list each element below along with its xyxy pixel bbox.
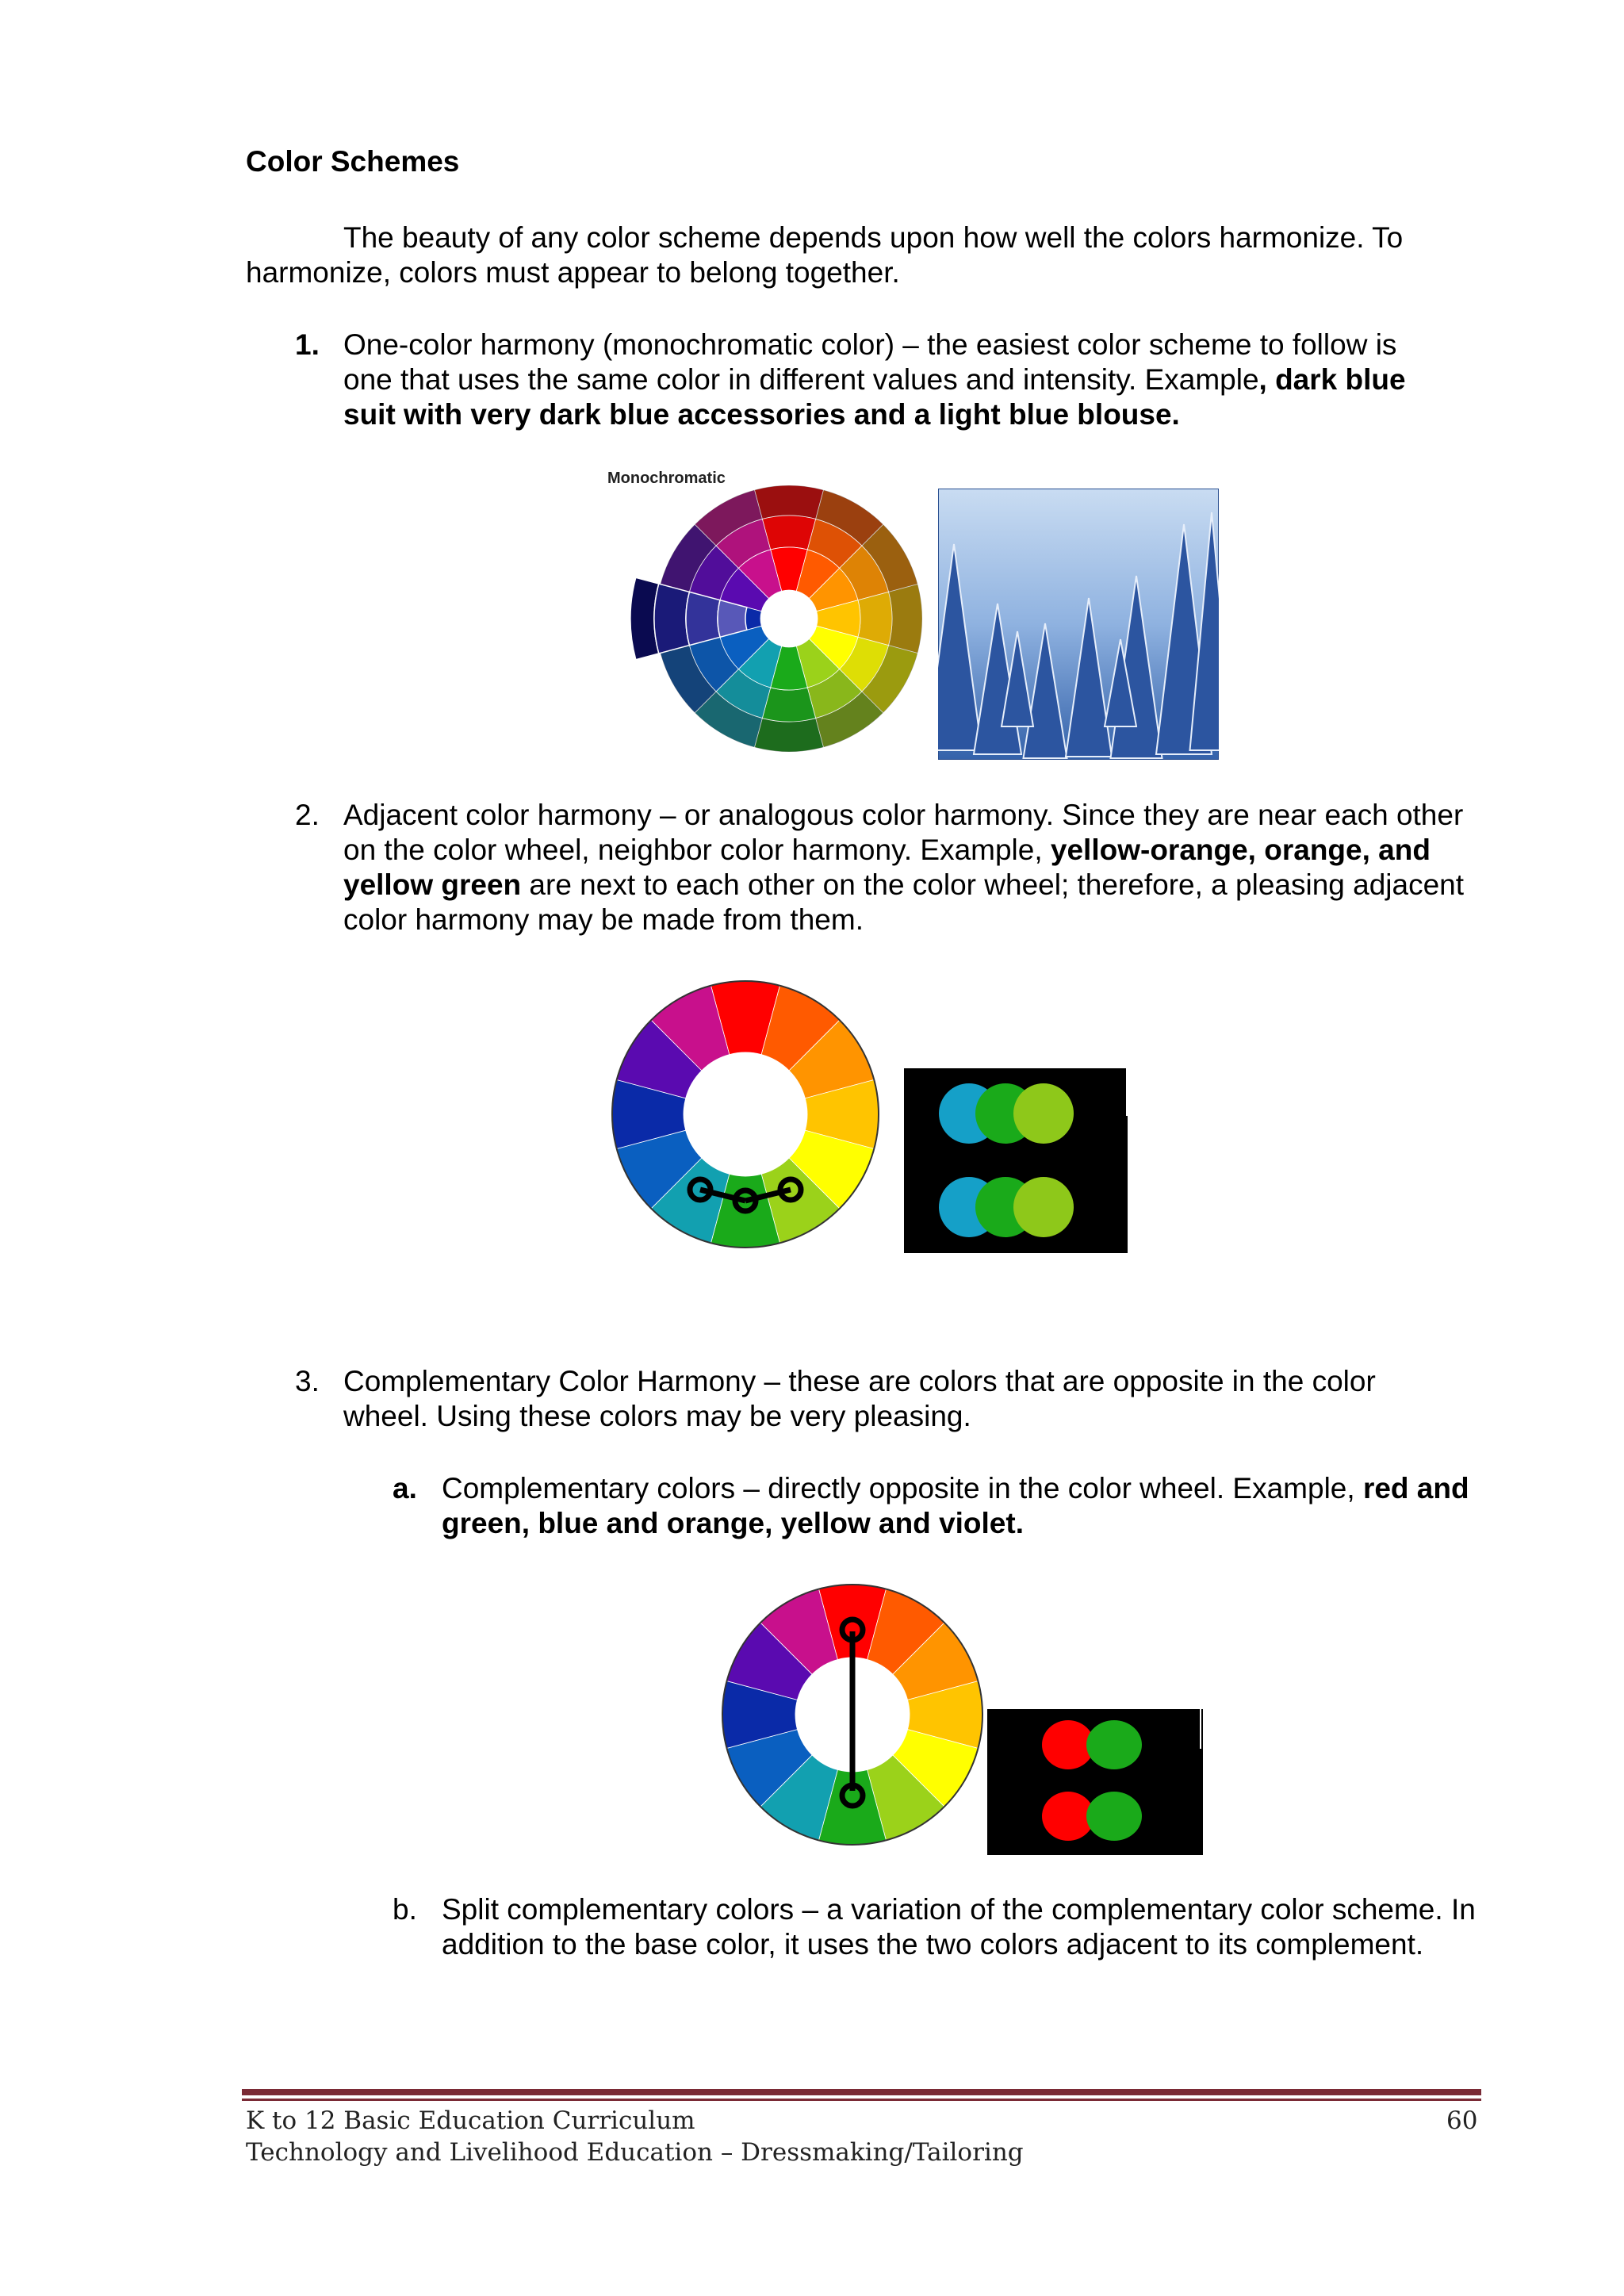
snowy-forest-image	[938, 489, 1219, 760]
wheel-segment	[755, 719, 824, 752]
item-1-text-bold: , dark blue suit with very dark blue accessories and a light blue blouse.	[343, 363, 1406, 431]
item-2-text-c: are next to each other on the color wheel; therefore, a pleasing adjacent color harmony may be made from them.	[343, 868, 1465, 936]
wheel-segment	[762, 688, 815, 722]
subitem-b-letter: b.	[393, 1893, 417, 1926]
footer-rule	[242, 2089, 1481, 2095]
item-2-number: 2.	[295, 799, 320, 831]
item-1-text-main: One-color harmony (monochromatic color) – the easiest color scheme to follow is one that uses the same color in different values and intensity. Example	[343, 328, 1397, 396]
complementary-figure	[718, 1578, 987, 1852]
complementary-swatches	[987, 1709, 1203, 1855]
item-1-text	[343, 328, 1454, 432]
wheel-segment	[762, 516, 815, 550]
complementary-swatch-panel	[987, 1709, 1203, 1855]
monochromatic-figure	[603, 468, 936, 761]
analogous-swatch-panel	[904, 1068, 1128, 1253]
wheel-segment	[858, 592, 892, 645]
monochromatic-color-wheel	[603, 468, 936, 761]
item-1-number: 1.	[295, 328, 320, 361]
subitem-a-letter: a.	[393, 1472, 417, 1504]
item-2-text-a: Adjacent color harmony – or analogous color harmony. Since they are near each other on the color wheel, neighbor color harmony. Example,	[343, 799, 1464, 866]
analogous-color-wheel	[599, 976, 892, 1253]
intro-text: The beauty of any color scheme depends upon how well the colors harmonize. To harmonize, colors must appear to belong together.	[246, 221, 1404, 289]
footer-subject: Technology and Livelihood Education – Dressmaking/Tailoring	[246, 2138, 1024, 2167]
subitem-b-text: Split complementary colors – a variation of the complementary color scheme. In addition to the base color, it uses the two colors adjacent to its complement.	[442, 1893, 1476, 1961]
item-3-number: 3.	[295, 1365, 320, 1397]
complementary-color-wheel	[718, 1578, 987, 1852]
subitem-a-text-bold: red and green, blue and orange, yellow and violet.	[442, 1472, 1469, 1539]
subitem-a-text	[442, 1471, 1473, 1541]
footer-curriculum: K to 12 Basic Education Curriculum	[246, 2106, 695, 2135]
intro-paragraph	[246, 220, 1467, 290]
item-3-text: Complementary Color Harmony – these are colors that are opposite in the color wheel. Using these colors may be very pleasing.	[343, 1365, 1376, 1432]
monochromatic-label: Monochromatic	[607, 470, 726, 487]
subitem-a-text-main: Complementary colors – directly opposite in the color wheel. Example,	[442, 1472, 1363, 1504]
section-title: Color Schemes	[246, 145, 460, 178]
snowy-forest-illustration	[938, 489, 1219, 760]
mono-wedge-segment	[718, 600, 747, 638]
analogous-swatches	[904, 1068, 1128, 1253]
footer-rule-thin	[242, 2099, 1481, 2101]
mono-wedge-segment	[686, 592, 720, 645]
analogous-figure	[599, 976, 892, 1253]
wheel-segment	[755, 485, 824, 519]
wheel-segment	[889, 585, 922, 654]
item-2-text-bold: yellow-orange, orange, and yellow green	[343, 834, 1431, 901]
mono-wedge-segment	[654, 584, 689, 654]
item-2-text	[343, 798, 1477, 937]
page-number: 60	[1446, 2106, 1478, 2135]
